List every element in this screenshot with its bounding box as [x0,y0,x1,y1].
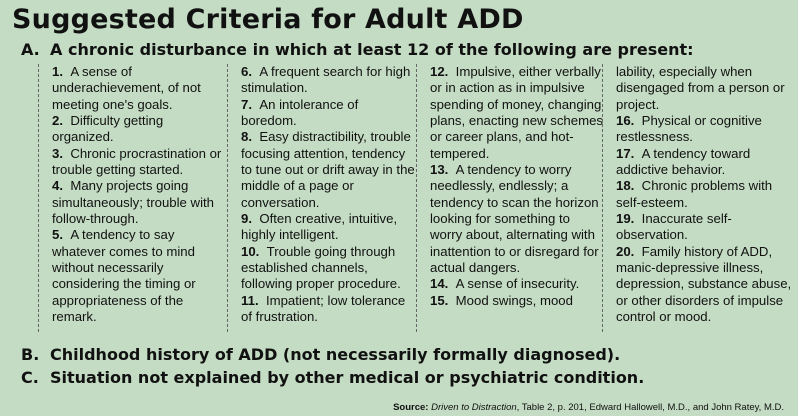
criterion-item-number: 5. [52,227,63,243]
criterion-item [241,244,417,293]
page-title: Suggested Criteria for Adult ADD [12,4,524,35]
criterion-item [241,293,417,326]
criterion-item-number: 13. [430,162,449,178]
criterion-item-text: Physical or cognitive restlessness. [616,113,762,145]
criterion-b-text: Childhood history of ADD (not necessarily formally diagnosed). [50,345,621,364]
column-3 [416,64,604,332]
criterion-item-number: 10. [241,243,260,259]
criterion-item-text: Trouble going through established channels, following proper procedure. [241,243,401,292]
criterion-item [241,129,417,211]
criterion-item-number: 7. [241,96,252,112]
criterion-item-number: 20. [616,243,635,259]
criterion-item-text: lability, especially when disengaged from a person or project. [616,64,785,112]
source-citation [393,402,784,413]
criterion-item-number: 8. [241,129,252,145]
criterion-b [21,345,620,364]
criterion-item-number: 1. [52,64,63,79]
criterion-item-number: 19. [616,211,635,227]
criterion-item-text: Impulsive, either verbally or in action as in impulsive spending of money, changing plans, enacting new schemes or career plans, and hot-tempered. [430,64,604,161]
criterion-item-number: 17. [616,145,635,161]
criterion-item-text: Easy distractibility, trouble focusing attention, tendency to tune out or drift away in the middle of a page or conversation. [241,129,415,210]
criterion-item-text: Difficulty getting organized. [52,113,164,145]
criterion-item-number: 2. [52,113,63,129]
criterion-item [616,211,792,244]
criterion-item-text: A sense of insecurity. [455,276,580,292]
criterion-item-text: Mood swings, mood [455,292,573,308]
criterion-item [430,162,604,276]
source-book-title: Driven to Distraction [431,402,517,413]
criterion-a [21,40,694,59]
criterion-b-letter: B. [21,345,40,364]
criterion-item [52,227,228,325]
criterion-item-text: Impatient; low tolerance of frustration. [241,292,406,325]
criterion-item-text: A frequent search for high stimulation. [241,64,411,96]
criterion-item [616,146,792,179]
criterion-item-text: A tendency to say whatever comes to mind without necessarily considering the timing or appropriateness of the remark. [52,227,196,325]
criterion-a-text: A chronic disturbance in which at least 12 of the following are present: [50,40,694,59]
criterion-item-text: Family history of ADD, manic-depressive illness, depression, substance abuse, or other disorders of impulse control or mood. [616,243,792,325]
criterion-item-number: 4. [52,178,63,194]
criterion-item-text: An intolerance of boredom. [241,96,359,129]
criterion-item [241,64,417,97]
criterion-item [616,178,792,211]
source-details: , Table 2, p. 201, Edward Hallowell, M.D., and John Ratey, M.D. [516,402,784,413]
criterion-item-text: Many projects going simultaneously; trouble with follow-through. [52,178,214,227]
column-4 [602,64,792,332]
criterion-item [430,276,604,292]
criterion-c-text: Situation not explained by other medical or psychiatric condition. [50,368,645,387]
column-2 [227,64,417,332]
criterion-item-text: Often creative, intuitive, highly intelligent. [241,211,398,243]
column-1 [38,64,228,332]
criterion-item-text: A sense of underachievement, of not meeting one's goals. [52,64,201,112]
criterion-item [52,113,228,146]
criteria-list [38,64,792,334]
criterion-item-text: A tendency to worry needlessly, endlessly; a tendency to scan the horizon looking for something to worry about, alternating with inattention to or disregard for actual dangers. [430,162,599,276]
criterion-item [616,244,792,326]
criterion-item-text: Inaccurate self-observation. [616,211,732,243]
criterion-item [52,146,228,179]
criterion-item-text: Chronic procrastination or trouble getting started. [52,145,222,178]
criterion-item [616,113,792,146]
criterion-item-text: A tendency toward addictive behavior. [616,145,751,178]
criterion-item-number: 9. [241,211,252,227]
criterion-item [430,293,604,309]
criterion-item-number: 11. [241,292,259,308]
criterion-item [52,64,228,113]
criterion-item [241,97,417,130]
criterion-c [21,368,644,387]
criterion-item-number: 3. [52,145,63,161]
criterion-c-letter: C. [21,368,39,387]
criterion-item-number: 6. [241,64,252,79]
criterion-item [430,64,604,162]
criterion-item [616,64,792,113]
criterion-item-number: 15. [430,292,449,308]
criterion-item-number: 16. [616,113,635,129]
criterion-item [52,178,228,227]
criterion-item-number: 18. [616,178,635,194]
source-label: Source: [393,402,429,413]
criterion-a-letter: A. [21,40,40,59]
criterion-item-number: 14. [430,276,449,292]
criterion-item [241,211,417,244]
criterion-item-number: 12. [430,64,449,79]
criterion-item-text: Chronic problems with self-esteem. [616,178,773,210]
